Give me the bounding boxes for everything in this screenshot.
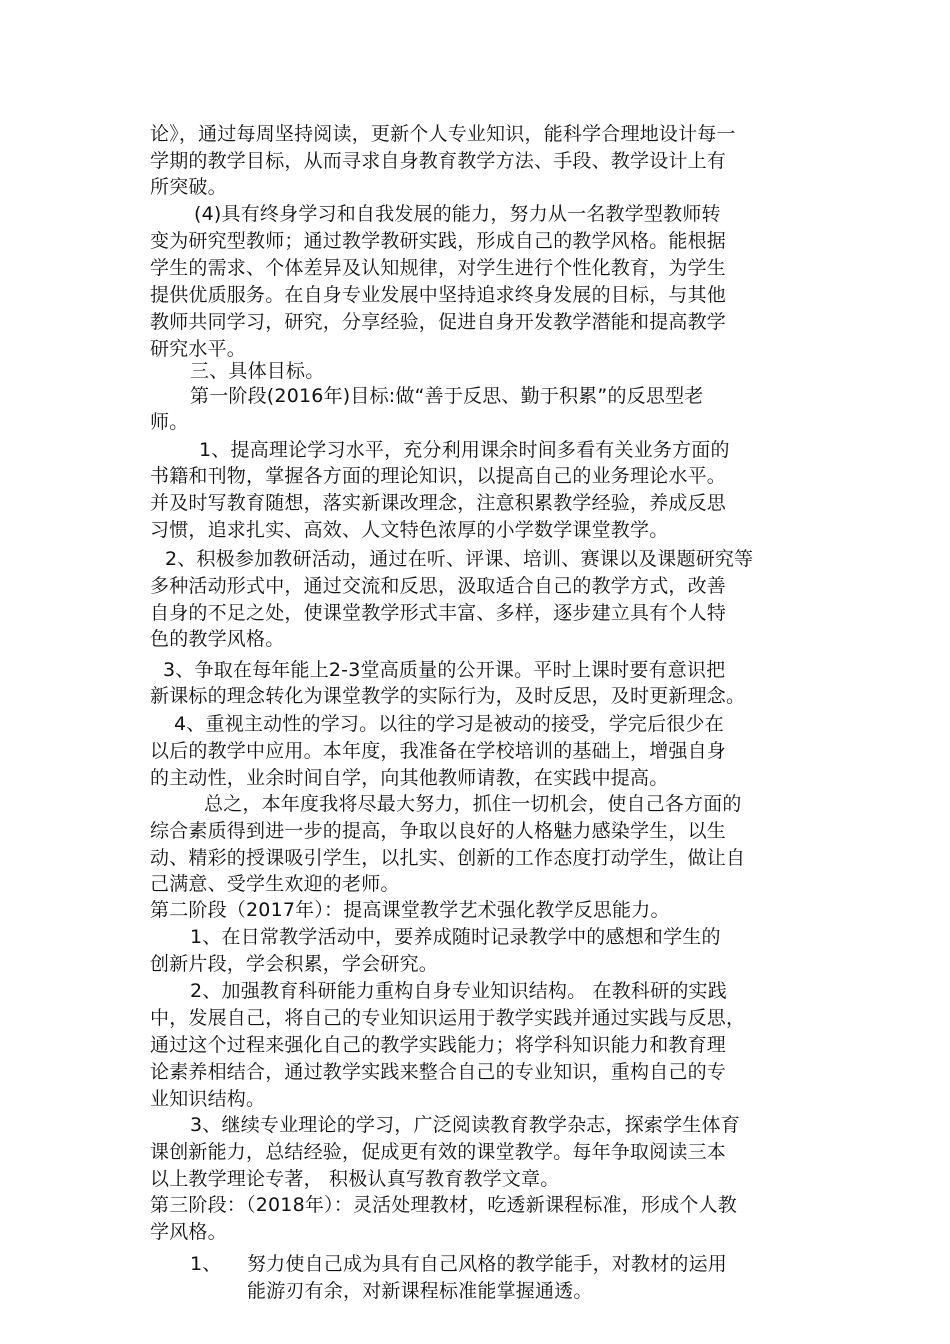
text-line: 4、重视主动性的学习。以往的学习是被动的接受，学完后很少在: [174, 713, 724, 735]
text-line: 习惯，追求扎实、高效、人文特色浓厚的小学数学课堂教学。: [150, 519, 669, 541]
text-line: 3、争取在每年能上2-3堂高质量的公开课。平时上课时要有意识把: [163, 659, 726, 681]
text-line: 以后的教学中应用。本年度，我准备在学校培训的基础上，增强自身: [150, 740, 727, 762]
text-line: 学生的需求、个体差异及认知规律，对学生进行个性化教育，为学生: [150, 257, 727, 279]
text-line: 研究水平。: [150, 338, 247, 360]
text-line: 第一阶段(2016年)目标:做“善于反思、勤于积累”的反思型老: [190, 385, 704, 407]
list-number: 1、: [190, 1253, 222, 1275]
text-line: 总之，本年度我将尽最大努力，抓住一切机会，使自己各方面的: [204, 793, 742, 815]
text-line: 2、积极参加教研活动，通过在听、评课、培训、赛课以及课题研究等: [165, 548, 754, 570]
text-line: 新课标的理念转化为课堂教学的实际行为，及时反思，及时更新理念。: [150, 685, 746, 707]
text-line: 论素养相结合，通过教学实践来整合自己的专业知识，重构自己的专: [150, 1061, 727, 1083]
text-line: 学期的教学目标，从而寻求自身教育教学方法、手段、教学设计上有: [150, 150, 727, 172]
text-line: 所突破。: [150, 176, 227, 198]
text-line: 综合素质得到进一步的提高，争取以良好的人格魅力感染学生，以生: [150, 820, 727, 842]
text-line: 动、精彩的授课吸引学生，以扎实、创新的工作态度打动学生，做让自: [150, 847, 746, 869]
section-heading: 三、具体目标。: [190, 360, 325, 382]
text-line: 课创新能力，总结经验，促成更有效的课堂教学。每年争取阅读三本: [150, 1141, 727, 1163]
text-line: 创新片段，学会积累，学会研究。: [150, 953, 439, 975]
text-line: 以上教学理论专著， 积极认真写教育教学文章。: [150, 1168, 560, 1190]
text-line: 师。: [150, 411, 189, 433]
text-line: 变为研究型教师；通过教学教研实践，形成自己的教学风格。能根据: [150, 230, 727, 252]
text-line: 提供优质服务。在自身专业发展中坚持追求终身发展的目标，与其他: [150, 284, 727, 306]
text-line: 业知识结构。: [150, 1088, 266, 1110]
section-heading: 第三阶段：（2018年）：灵活处理教材，吃透新课程标准，形成个人教: [150, 1194, 737, 1216]
text-line: 多种活动形式中，通过交流和反思，汲取适合自己的教学方式，改善: [150, 575, 727, 597]
text-line: 并及时写教育随想，落实新课改理念，注意积累教学经验，养成反思: [150, 492, 727, 514]
text-line: 教师共同学习，研究，分享经验，促进自身开发教学潜能和提高教学: [150, 311, 727, 333]
text-line: 1、提高理论学习水平，充分利用课余时间多看有关业务方面的: [199, 439, 730, 461]
text-line: 书籍和刊物，掌握各方面的理论知识，以提高自己的业务理论水平。: [150, 465, 727, 487]
text-line: 努力使自己成为具有自己风格的教学能手，对教材的运用: [247, 1253, 728, 1275]
text-line: 己满意、受学生欢迎的老师。: [150, 873, 400, 895]
text-line: 的主动性，业余时间自学，向其他教师请教，在实践中提高。: [150, 767, 669, 789]
section-heading: 第二阶段（2017年）：提高课堂教学艺术强化教学反思能力。: [150, 899, 670, 921]
text-line: 学风格。: [150, 1221, 227, 1243]
text-line: 2、加强教育科研能力重构自身专业知识结构。 在教科研的实践: [190, 980, 727, 1002]
text-line: 通过这个过程来强化自己的教学实践能力；将学科知识能力和教育理: [150, 1034, 727, 1056]
text-line: (4)具有终身学习和自我发展的能力，努力从一名教学型教师转: [194, 203, 721, 225]
text-line: 色的教学风格。: [150, 628, 285, 650]
text-line: 论》，通过每周坚持阅读，更新个人专业知识，能科学合理地设计每一: [150, 123, 736, 145]
text-line: 1、在日常教学活动中，要养成随时记录教学中的感想和学生的: [190, 926, 721, 948]
text-line: 3、继续专业理论的学习，广泛阅读教育教学杂志，探索学生体育: [190, 1114, 740, 1136]
text-line: 自身的不足之处，使课堂教学形式丰富、多样，逐步建立具有个人特: [150, 602, 727, 624]
text-line: 中，发展自己，将自己的专业知识运用于教学实践并通过实践与反思，: [150, 1007, 746, 1029]
text-line: 能游刃有余，对新课程标准能掌握通透。: [247, 1280, 593, 1302]
